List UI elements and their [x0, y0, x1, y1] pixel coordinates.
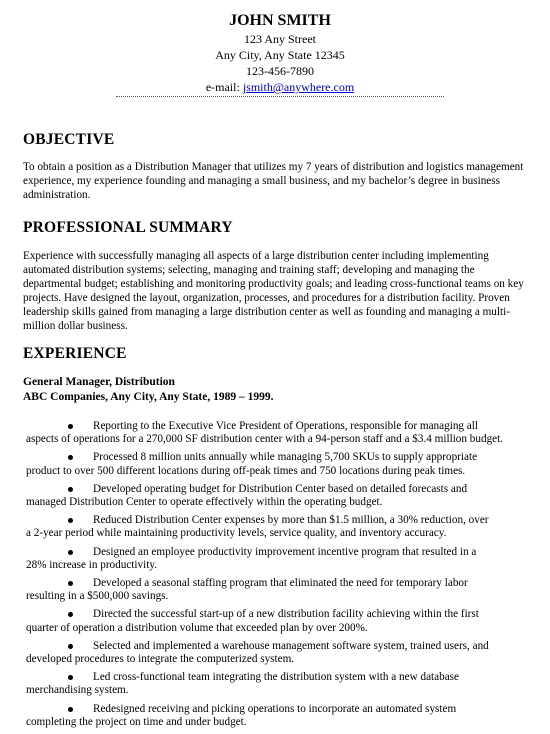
- candidate-name: JOHN SMITH: [229, 12, 331, 29]
- bullet-dot-icon: [68, 518, 73, 523]
- objective-heading: OBJECTIVE: [23, 131, 115, 148]
- list-item: [26, 639, 536, 666]
- bullet-first-line: Redesigned receiving and picking operations to incorporate an automated system: [93, 702, 457, 715]
- contact-header: [0, 11, 550, 95]
- bullet-dot-icon: [68, 675, 73, 680]
- bullet-first-line: Selected and implemented a warehouse management software system, trained users, and: [93, 639, 489, 652]
- bullet-dot-icon: [68, 424, 73, 429]
- list-item: [26, 451, 536, 477]
- bullet-first-line: Processed 8 million units annually while managing 5,700 SKUs to supply appropriate: [93, 451, 478, 464]
- list-item: [26, 545, 536, 572]
- summary-text: Experience with successfully managing all aspects of a large distribution center including implementing automated distribution systems; selecting, managing and training staff; developing and managing the departmental budget; establishing and monitoring productivity goals; and leading cross-functional teams on key projects. Have designed the layout, organization, processes, and procedures for a distribution facility. Proven leadership skills gained from managing a large distribution center as well as founding and managing a multi-million dollar business.: [23, 250, 524, 332]
- list-item: [26, 577, 536, 603]
- experience-heading: EXPERIENCE: [23, 345, 127, 362]
- email-link[interactable]: jsmith@anywhere.com: [242, 80, 355, 94]
- experience-bullets: [26, 420, 536, 734]
- summary-heading: PROFESSIONAL SUMMARY: [23, 219, 233, 236]
- bullet-continuation: a 2-year period while maintaining productivity levels, service quality, and inventory accuracy.: [26, 527, 447, 540]
- bullet-continuation: merchandising system.: [26, 684, 129, 697]
- bullet-dot-icon: [68, 612, 73, 617]
- bullet-continuation: product to over 500 different locations during off-peak times and 750 locations during peak times.: [26, 464, 466, 477]
- list-item: [26, 482, 536, 509]
- bullet-first-line: Developed a seasonal staffing program that eliminated the need for temporary labor: [93, 577, 468, 590]
- bullet-first-line: Developed operating budget for Distribution Center based on detailed forecasts and: [93, 482, 468, 495]
- bullet-dot-icon: [68, 550, 73, 555]
- bullet-dot-icon: [68, 455, 73, 460]
- objective-text: To obtain a position as a Distribution Manager that utilizes my 7 years of distribution and logistics management experience, my experience founding and managing a small business, and my bachelor’s degree in business administration.: [23, 161, 524, 201]
- job-title: General Manager, Distribution: [23, 376, 175, 388]
- bullet-continuation: 28% increase in productivity.: [26, 558, 157, 571]
- city-state-zip: Any City, Any State 12345: [215, 48, 345, 62]
- email-label: e-mail:: [205, 80, 240, 94]
- phone-number: 123-456-7890: [246, 64, 314, 78]
- bullet-first-line: Reporting to the Executive Vice President of Operations, responsible for managing all: [93, 420, 478, 432]
- bullet-continuation: developed procedures to integrate the computerized system.: [26, 653, 295, 666]
- bullet-continuation: quarter of operation a distribution volume that exceeded plan by over 200%.: [26, 621, 368, 634]
- bullet-dot-icon: [68, 581, 73, 586]
- list-item: [26, 702, 536, 729]
- bullet-dot-icon: [68, 644, 73, 649]
- bullet-continuation: completing the project on time and under budget.: [26, 715, 247, 728]
- list-item: [26, 420, 536, 446]
- list-item: [26, 608, 536, 634]
- email-line: [0, 79, 550, 95]
- street-address: 123 Any Street: [244, 32, 316, 46]
- bullet-continuation: aspects of operations for a 270,000 SF distribution center with a 94-person staff and a $3.4 million budget.: [26, 433, 504, 446]
- bullet-dot-icon: [68, 707, 73, 712]
- bullet-first-line: Led cross-functional team integrating the distribution system with a new database: [93, 671, 459, 684]
- bullet-first-line: Directed the successful start-up of a new distribution facility achieving within the first: [93, 608, 479, 621]
- job-company: ABC Companies, Any City, Any State, 1989 – 1999.: [23, 391, 274, 403]
- bullet-first-line: Designed an employee productivity improvement incentive program that resulted in a: [93, 545, 477, 558]
- bullet-continuation: managed Distribution Center to operate effectively within the operating budget.: [26, 496, 383, 509]
- bullet-first-line: Reduced Distribution Center expenses by more than $1.5 million, a 30% reduction, over: [93, 514, 489, 527]
- bullet-continuation: resulting in a $500,000 savings.: [26, 590, 169, 603]
- list-item: [26, 514, 536, 540]
- header-divider: [116, 96, 444, 97]
- bullet-dot-icon: [68, 487, 73, 492]
- list-item: [26, 671, 536, 697]
